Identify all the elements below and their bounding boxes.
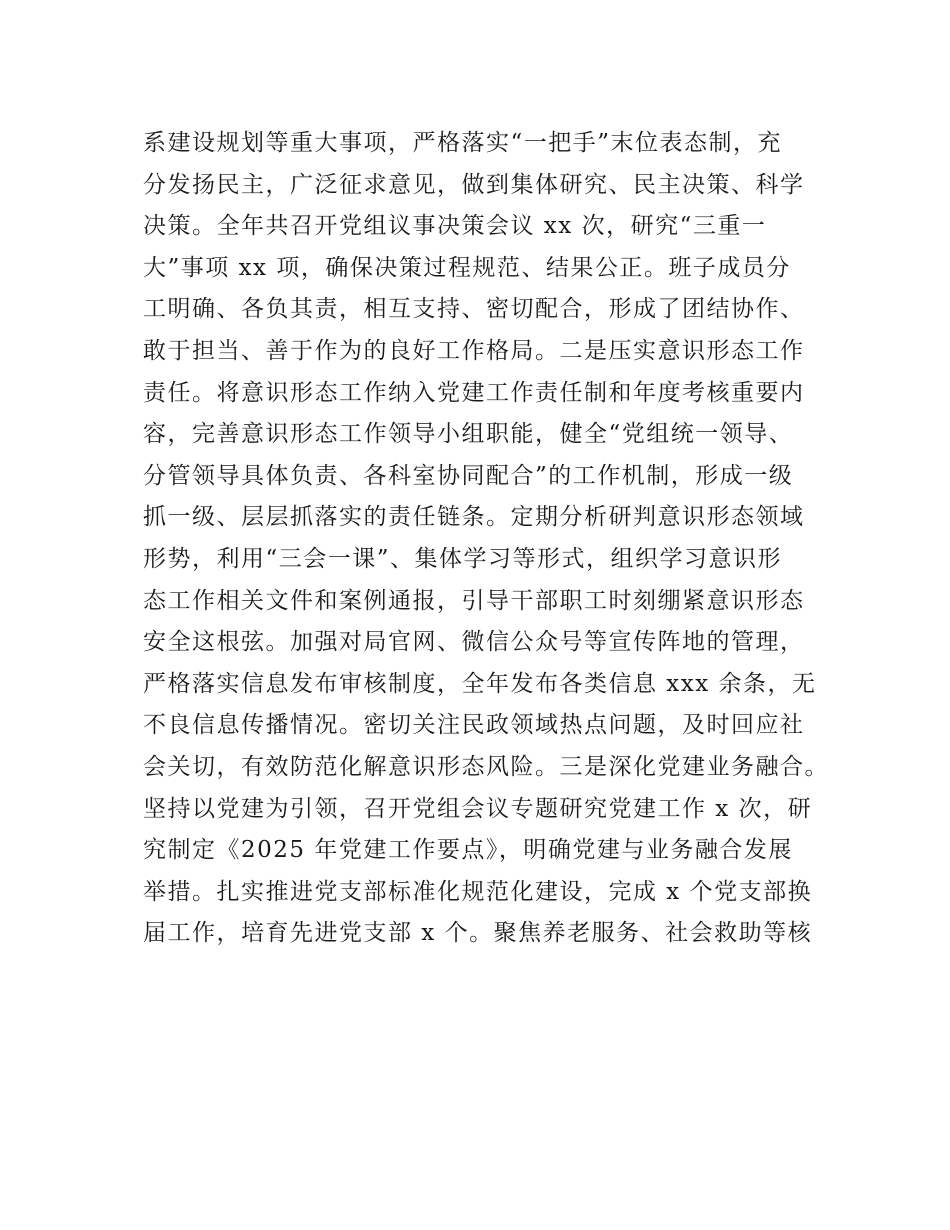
text-line: 坚持以党建为引领，召开党组会议专题研究党建工作 x 次，研 [143,795,813,822]
text-line: 系建设规划等重大事项，严格落实“一把手”末位表态制，充 [143,130,783,156]
body-text [143,123,843,955]
text-line: 工明确、各负其责，相互支持、密切配合，形成了团结协作、 [143,296,805,323]
text-line: 抓一级、层层抓落实的责任链条。定期分析研判意识形态领域 [143,504,805,531]
text-line: 举措。扎实推进党支部标准化规范化建设，完成 x 个党支部换 [143,878,813,905]
text-line: 究制定《2025 年党建工作要点》，明确党建与业务融合发展 [143,837,793,864]
text-line: 大”事项 xx 项，确保决策过程规范、结果公正。班子成员分 [143,254,791,281]
text-line: 届工作，培育先进党支部 x 个。聚焦养老服务、社会救助等核 [143,920,813,947]
text-line: 态工作相关文件和案例通报，引导干部职工时刻绷紧意识形态 [143,587,805,614]
text-line: 不良信息传播情况。密切关注民政领域热点问题，及时回应社 [143,712,805,739]
text-line: 形势，利用“三会一课”、集体学习等形式，组织学习意识形 [143,545,783,572]
text-line: 分管领导具体负责、各科室协同配合”的工作机制，形成一级 [143,462,794,489]
text-line: 安全这根弦。加强对局官网、微信公众号等宣传阵地的管理， [143,629,805,656]
text-line: 会关切，有效防范化解意识形态风险。三是深化党建业务融合。 [143,753,829,780]
text-line: 敢于担当、善于作为的良好工作格局。二是压实意识形态工作 [143,337,805,364]
text-line: 严格落实信息发布审核制度，全年发布各类信息 xxx 余条，无 [143,670,817,697]
text-line: 分发扬民主，广泛征求意见，做到集体研究、民主决策、科学 [143,171,805,198]
text-line: 容，完善意识形态工作领导小组职能，健全“党组统一领导、 [143,421,794,448]
text-line: 决策。全年共召开党组议事决策会议 xx 次，研究“三重一 [143,213,767,240]
text-line: 责任。将意识形态工作纳入党建工作责任制和年度考核重要内 [143,379,805,406]
